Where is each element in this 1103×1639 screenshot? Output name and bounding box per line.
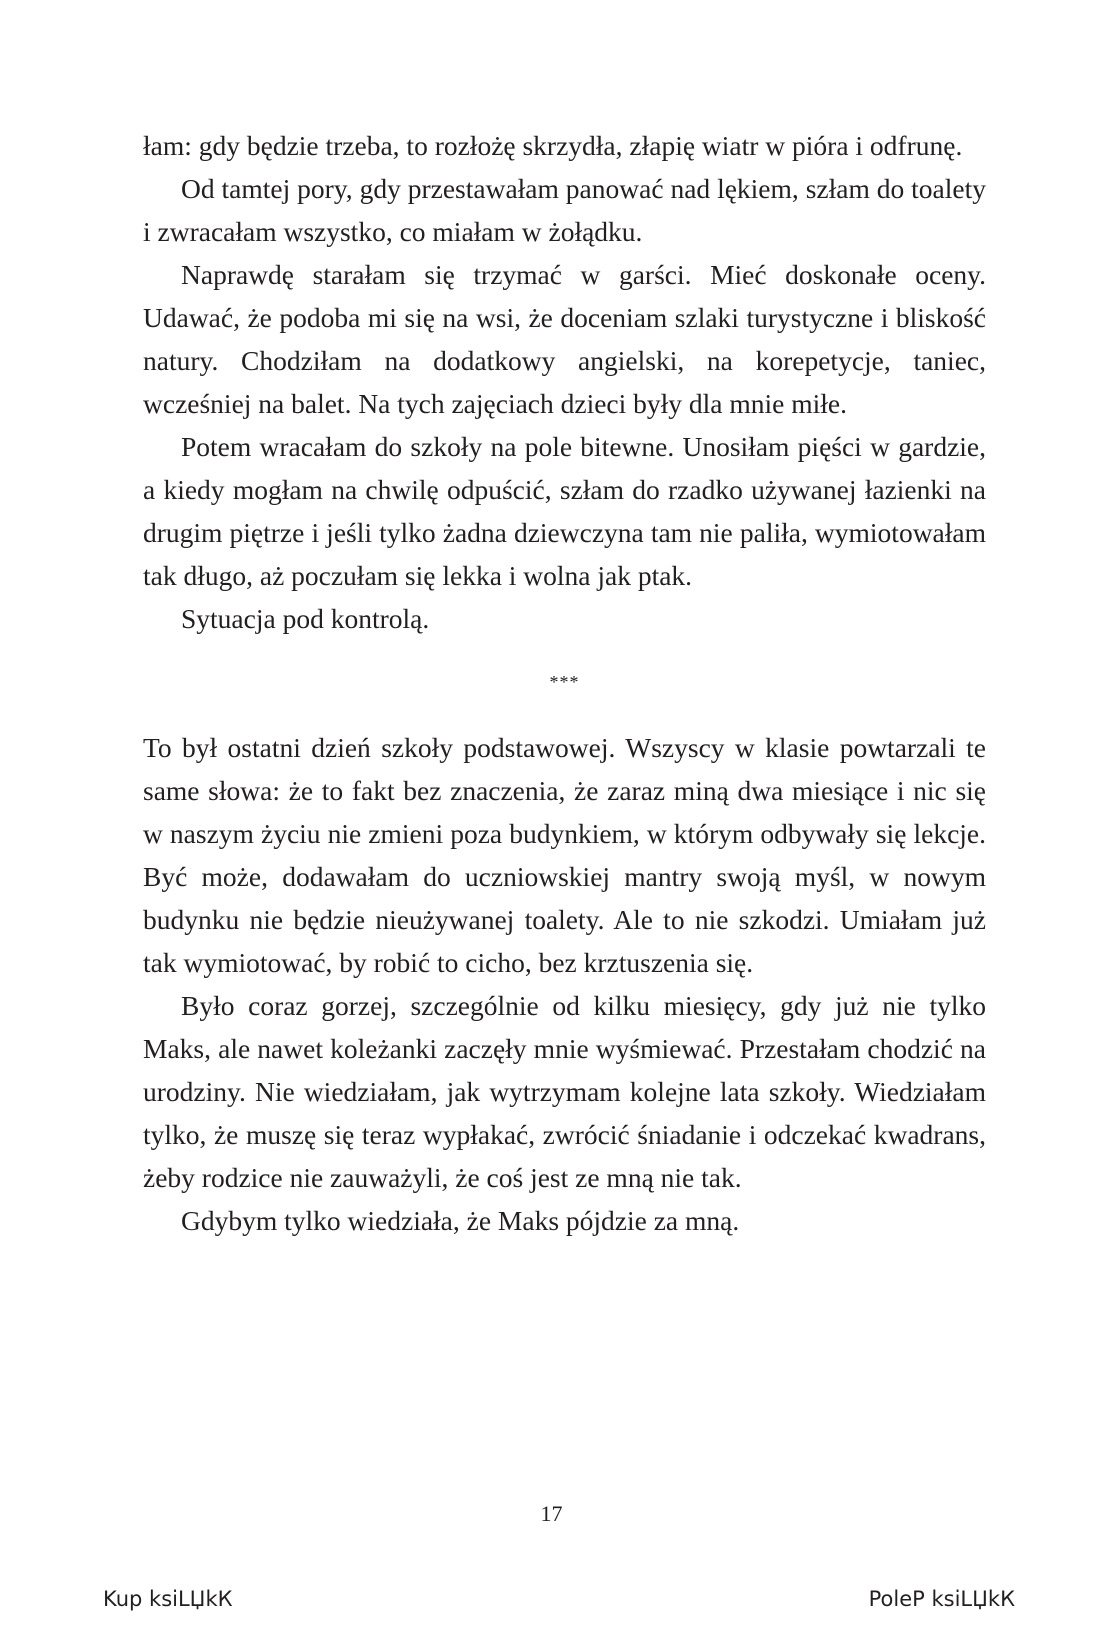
recommend-book-link[interactable]: PoleР ksiLЏkК — [868, 1587, 1015, 1611]
buy-book-link[interactable]: Kup ksiLЏkК — [103, 1587, 233, 1611]
paragraph: Naprawdę starałam się trzymać w garści. Mieć doskonałe oceny. Udawać, że podoba mi się na wsi, że doceniam szlaki turystyczne i bliskość natury. Chodziłam na dodatkowy angielski, na korepetycje, taniec, wcześniej na balet. Na tych zajęciach dzieci były dla mnie miłe. — [143, 259, 986, 419]
paragraph: Od tamtej pory, gdy przestawałam panować nad lękiem, szłam do toalety i zwracałam wszystko, co miałam w żołądku. — [143, 173, 986, 247]
page-body — [143, 124, 986, 1242]
paragraph: Potem wracałam do szkoły na pole bitewne. Unosiłam pięści w gardzie, a kiedy mogłam na chwilę odpuścić, szłam do rzadko używanej łazienki na drugim piętrze i jeśli tylko żadna dziewczyna tam nie paliła, wymiotowałam tak długo, aż poczułam się lekka i wolna jak ptak. — [143, 431, 986, 591]
paragraph: łam: gdy będzie trzeba, to rozłożę skrzydła, złapię wiatr w pióra i odfrunę. — [143, 130, 963, 161]
paragraph: Sytuacja pod kontrolą. — [181, 603, 430, 634]
page-number: 17 — [540, 1501, 563, 1526]
paragraph: Gdybym tylko wiedziała, że Maks pójdzie za mną. — [181, 1205, 740, 1236]
paragraph: To był ostatni dzień szkoły podstawowej. Wszyscy w klasie powtarzali te same słowa: że to fakt bez znaczenia, że zaraz miną dwa miesiące i nic się w naszym życiu nie zmieni poza budynkiem, w którym odbywały się lekcje. Być może, dodawałam do uczniowskiej mantry swoją myśl, w nowym budynku nie będzie nieużywanej toalety. Ale to nie szkodzi. Umiałam już tak wymiotować, by robić to cicho, bez krztuszenia się. — [143, 732, 986, 978]
section-separator: *** — [549, 672, 580, 692]
paragraph: Było coraz gorzej, szczególnie od kilku miesięcy, gdy już nie tylko Maks, ale nawet koleżanki zaczęły mnie wyśmiewać. Przestałam chodzić na urodziny. Nie wiedziałam, jak wytrzymam kolejne lata szkoły. Wiedziałam tylko, że muszę się teraz wypłakać, zwrócić śniadanie i odczekać kwadrans, żeby rodzice nie zauważyli, że coś jest ze mną nie tak. — [143, 990, 986, 1193]
